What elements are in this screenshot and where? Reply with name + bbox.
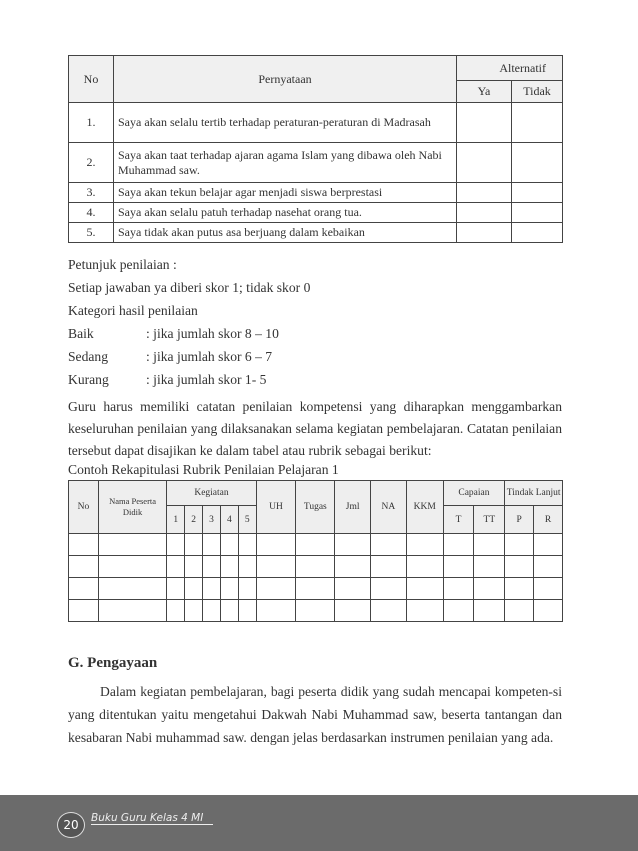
row-statement: Saya tidak akan putus asa berjuang dalam kebaikan — [114, 223, 457, 243]
statement-table — [68, 55, 563, 243]
header-no: No — [69, 56, 114, 103]
row-statement: Saya akan selalu tertib terhadap peraturan-peraturan di Madrasah — [114, 103, 457, 143]
recap-header-kkm: KKM — [406, 481, 443, 534]
activity-col: 3 — [203, 506, 221, 534]
achievement-col: T — [443, 506, 474, 534]
recap-header-no: No — [69, 481, 99, 534]
yes-cell[interactable] — [457, 203, 512, 223]
category-name: Kurang — [68, 372, 109, 387]
table-row — [69, 203, 563, 223]
category-rule: : jika jumlah skor 6 – 7 — [146, 349, 273, 364]
achievement-col: TT — [474, 506, 505, 534]
table-row — [69, 143, 563, 183]
header-no-option: Tidak — [512, 81, 563, 103]
row-number: 3. — [69, 183, 114, 203]
table-row — [69, 183, 563, 203]
row-statement: Saya akan selalu patuh terhadap nasehat orang tua. — [114, 203, 457, 223]
recap-header-na: NA — [371, 481, 407, 534]
recap-header-follow-up: Tindak Lanjut — [505, 481, 563, 506]
teacher-paragraph: Guru harus memiliki catatan penilaian kompetensi yang diharapkan menggambarkan keseluruhan penilaian yang dilaksanakan selama kegiatan pembelajaran. Catatan penilaian tersebut dapat disajikan ke dalam tabel atau rubrik sebagai berikut: — [68, 399, 562, 458]
recap-header-total: Jml — [335, 481, 371, 534]
yes-cell[interactable] — [457, 223, 512, 243]
recap-header-task: Tugas — [296, 481, 335, 534]
row-number: 5. — [69, 223, 114, 243]
follow-up-col: P — [505, 506, 534, 534]
table-row — [69, 600, 563, 622]
yes-cell[interactable] — [457, 183, 512, 203]
row-statement: Saya akan tekun belajar agar menjadi siswa berprestasi — [114, 183, 457, 203]
category-rule: : jika jumlah skor 8 – 10 — [146, 326, 279, 341]
activity-col: 5 — [238, 506, 256, 534]
category-name: Sedang — [68, 349, 109, 364]
no-cell[interactable] — [512, 183, 563, 203]
recap-header-activity: Kegiatan — [167, 481, 256, 506]
activity-col: 2 — [185, 506, 203, 534]
recap-title: Contoh Rekapitulasi Rubrik Penilaian Pelajaran 1 — [68, 462, 339, 477]
table-row — [69, 578, 563, 600]
follow-up-col: R — [534, 506, 563, 534]
row-number: 2. — [69, 143, 114, 183]
recap-header-uh: UH — [256, 481, 296, 534]
recap-header-achievement: Capaian — [443, 481, 505, 506]
category-rule: : jika jumlah skor 1- 5 — [146, 372, 267, 387]
recap-table — [68, 480, 563, 622]
book-title: Buku Guru Kelas 4 MI — [91, 812, 213, 825]
no-cell[interactable] — [512, 143, 563, 183]
score-rule: Setiap jawaban ya diberi skor 1; tidak skor 0 — [68, 280, 311, 295]
activity-col: 4 — [220, 506, 238, 534]
enrichment-paragraph: Dalam kegiatan pembelajaran, bagi peserta didik yang sudah mencapai kompeten-si yang ditentukan yaitu mengetahui Dakwah Nabi Muhammad saw, beserta tantangan dan kesabaran Nabi muhammad saw. dengan jelas berdasarkan instrumen penilaian yang ada. — [68, 684, 562, 745]
table-row — [69, 103, 563, 143]
activity-col: 1 — [167, 506, 185, 534]
no-cell[interactable] — [512, 223, 563, 243]
no-cell[interactable] — [512, 203, 563, 223]
row-statement: Saya akan taat terhadap ajaran agama Islam yang dibawa oleh Nabi Muhammad saw. — [114, 143, 457, 183]
header-alternative: Alternatif — [457, 56, 563, 81]
table-row — [69, 556, 563, 578]
table-row — [69, 534, 563, 556]
row-number: 4. — [69, 203, 114, 223]
recap-header-name: Nama Peserta Didik — [98, 481, 167, 534]
header-statement: Pernyataan — [114, 56, 457, 103]
page-number: 20 — [57, 812, 85, 838]
category-name: Baik — [68, 326, 94, 341]
yes-cell[interactable] — [457, 103, 512, 143]
row-number: 1. — [69, 103, 114, 143]
guidance-title: Petunjuk penilaian : — [68, 257, 177, 272]
header-yes: Ya — [457, 81, 512, 103]
table-row — [69, 223, 563, 243]
enrichment-heading: G. Pengayaan — [68, 655, 158, 671]
yes-cell[interactable] — [457, 143, 512, 183]
category-title: Kategori hasil penilaian — [68, 303, 198, 318]
no-cell[interactable] — [512, 103, 563, 143]
